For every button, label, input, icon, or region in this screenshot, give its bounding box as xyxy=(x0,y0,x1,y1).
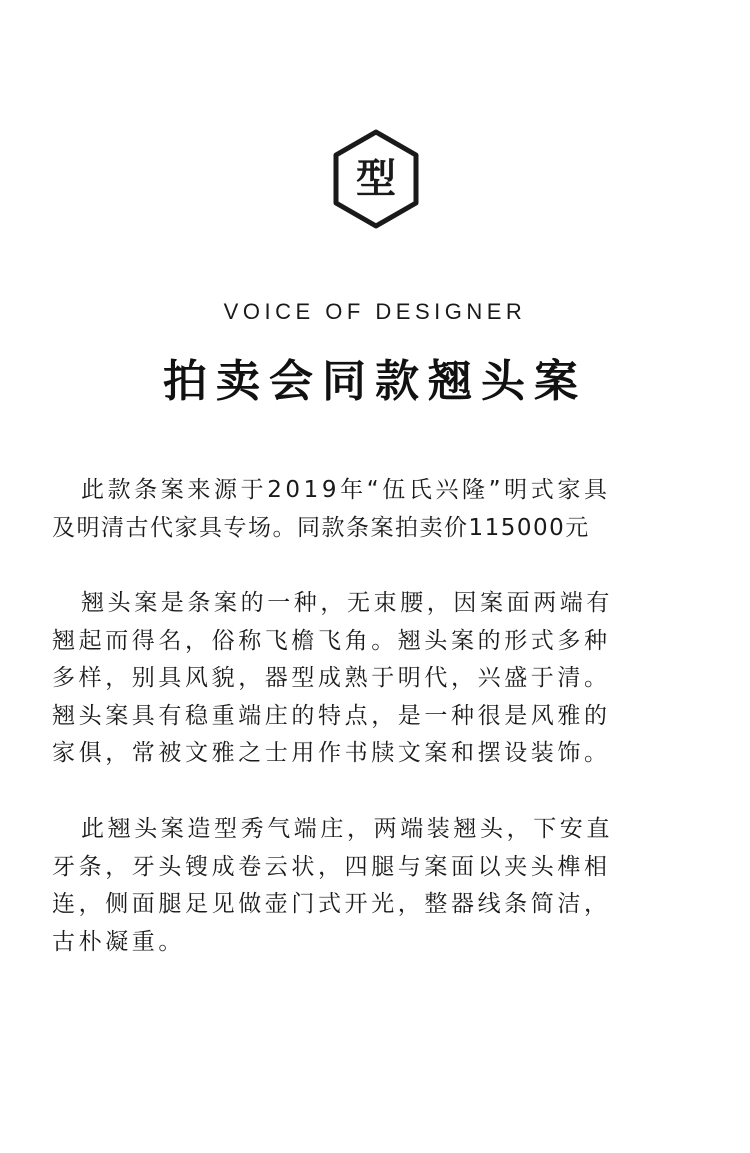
paragraph-line: 家俱，常被文雅之士用作书牍文案和摆设装饰。 xyxy=(52,740,611,766)
page-title: 拍卖会同款翘头案 xyxy=(163,356,587,407)
paragraph-line: 及明清古代家具专场。同款条案拍卖价115000元 xyxy=(52,514,590,541)
logo-character: 型 xyxy=(356,156,396,202)
paragraph-line: 连，侧面腿足见做壶门式开光，整器线条简洁， xyxy=(52,891,611,917)
paragraph-line: 翘头案是条案的一种，无束腰，因案面两端有 xyxy=(81,590,613,616)
paragraph-line: 翘起而得名，俗称飞檐飞角。翘头案的形式多种 xyxy=(52,627,611,654)
paragraph-source xyxy=(52,472,692,547)
paragraph-line: 多样，别具风貌，器型成熟于明代，兴盛于清。 xyxy=(52,665,611,691)
section-kicker: VOICE OF DESIGNER xyxy=(223,299,527,324)
paragraph-description xyxy=(52,585,692,773)
paragraph-line: 此款条案来源于2019年“伍氏兴隆”明式家具 xyxy=(81,477,611,503)
paragraph-details xyxy=(52,811,692,961)
paragraph-line: 古朴凝重。 xyxy=(52,928,185,955)
paragraph-line: 牙条，牙头锼成卷云状，四腿与案面以夹头榫相 xyxy=(52,853,611,880)
paragraph-line: 翘头案具有稳重端庄的特点，是一种很是风雅的 xyxy=(52,702,611,729)
paragraph-line: 此翘头案造型秀气端庄，两端装翘头，下安直 xyxy=(81,816,613,842)
hexagon-logo-icon xyxy=(331,128,421,230)
